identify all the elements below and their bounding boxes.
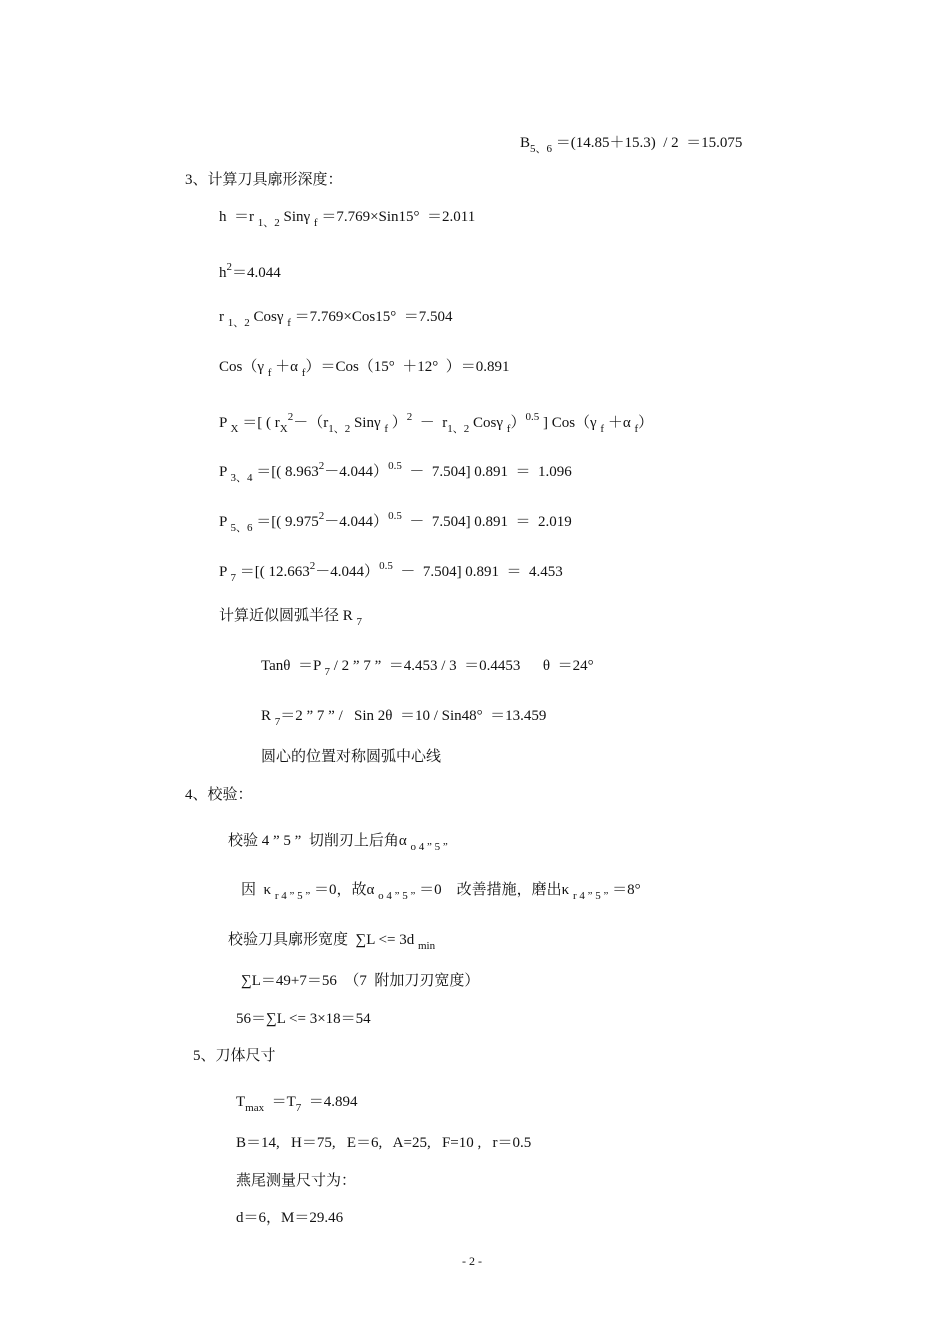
subscript: 1、2 [328,423,351,435]
text: － 7.504] 0.891 ＝ 1.096 [401,464,572,480]
text: ） [510,415,526,431]
text: ＝8° [608,882,641,898]
text: P [219,464,231,480]
text: P [219,564,231,580]
h-squared [219,257,281,283]
text: ＝[( 12.663 [236,564,310,580]
subscript: r 4 ” 5 ” [274,890,311,902]
superscript: 2 [226,261,232,273]
text: － r [412,415,448,431]
superscript: 0.5 [379,560,393,572]
tan-formula [261,656,594,682]
p7-formula [219,556,563,588]
tmax-line [236,1092,358,1118]
subscript: X [230,423,239,435]
r7-formula [261,706,546,732]
text: ＝[ ( r [238,415,280,431]
text: －4.044） [324,464,389,480]
subscript: 3、4 [230,472,253,484]
text: / 2 ” 7 ” ＝4.453 / 3 ＝0.4453 θ ＝24° [330,658,594,674]
text: ＝T [264,1094,296,1110]
text: 校验 4 ” 5 ” 切削刃上后角α [228,833,411,849]
superscript: 2 [318,510,325,522]
text: 计算近似圆弧半径 R [219,608,357,624]
subscript: X [279,423,288,435]
p34-formula [219,456,572,488]
superscript: 2 [309,560,316,572]
dm-line: d＝6，M＝29.46 [236,1210,344,1226]
subscript: r 4 ” 5 ” [572,890,609,902]
section-4-heading: 4、校验： [185,787,253,803]
subscript: 1、2 [227,317,250,329]
subscript: f [313,217,318,229]
text: ＋α [271,359,302,375]
superscript: 0.5 [388,460,402,472]
text: B [520,135,531,151]
superscript: 2 [287,411,294,423]
text: Sinγ [279,209,314,225]
text: Cosγ [469,415,507,431]
text: Cosγ [249,309,288,325]
text: ）＝Cos（15° ＋12° ）＝0.891 [305,359,510,375]
text: r [219,309,228,325]
p56-formula [219,506,572,538]
sum-l-line: ∑L＝49+7＝56 （7 附加刀刃宽度） [241,973,480,989]
text: P [219,415,231,431]
superscript: 2 [318,460,325,472]
r-cos-formula [219,307,452,333]
subscript: 7 [274,716,281,728]
superscript: 0.5 [388,510,402,522]
text: R [261,708,275,724]
text: ＝7.769×Cos15° ＝7.504 [290,309,453,325]
subscript: f [384,423,389,435]
because-line [241,880,641,906]
dovetail-heading: 燕尾测量尺寸为： [236,1173,357,1189]
text: P [219,514,231,530]
subscript: 1、2 [447,423,470,435]
subscript: f [506,423,511,435]
check-width-line [228,930,435,956]
subscript: f [267,367,272,379]
text: ＝[( 8.963 [252,464,319,480]
text: ） [638,415,654,431]
text: ＝[( 9.975 [252,514,319,530]
subscript: 5、6 [530,143,553,155]
subscript: 5、6 [230,522,253,534]
section-3-heading: 3、计算刀具廓形深度： [185,172,343,188]
text: Cos（γ [219,359,268,375]
text: h ＝r [219,209,258,225]
text: －4.044） [324,514,389,530]
text: Tanθ ＝P [261,658,325,674]
text: － 7.504] 0.891 ＝ 4.453 [392,564,563,580]
dims-line: B＝14, H＝75, E＝6, A=25, F=10 , r＝0.5 [236,1135,532,1151]
calc-r7-heading [219,606,362,632]
text: ＝0 改善措施，磨出κ [415,882,573,898]
text: ＋α [604,415,635,431]
superscript: 2 [406,411,413,423]
subscript: f [600,423,605,435]
text: ＝4.044 [232,265,281,281]
text: 因 κ [241,882,275,898]
text: ＝2 ” 7 ” / Sin 2θ ＝10 / Sin48° ＝13.459 [280,708,547,724]
subscript: o 4 ” 5 ” [378,890,416,902]
text: ） [388,415,407,431]
subscript: f [301,367,306,379]
text: ＝(14.85＋15.3) / 2 ＝15.075 [552,135,743,151]
subscript: f [287,317,291,329]
subscript: max [245,1102,265,1114]
cos-formula [219,357,510,383]
h-formula [219,207,475,233]
section-5-heading: 5、刀体尺寸 [193,1048,276,1064]
subscript: 7 [295,1102,302,1114]
sum-56-line: 56＝∑L <= 3×18＝54 [236,1011,371,1027]
check-angle-line [228,831,448,857]
subscript: 7 [324,666,330,678]
text: － 7.504] 0.891 ＝ 2.019 [401,514,572,530]
text: ] Cos（γ [539,415,601,431]
text: ＝4.894 [301,1094,358,1110]
subscript: f [634,423,639,435]
text: 校验刀具廓形宽度 ∑L <= 3d [228,932,418,948]
subscript: 7 [356,616,363,628]
text: Sinγ [350,415,385,431]
text: ＝0，故α [310,882,379,898]
subscript: o 4 ” 5 ” [410,841,448,853]
text: －4.044） [315,564,380,580]
text: ＝7.769×Sin15° ＝2.011 [317,209,476,225]
subscript: min [417,940,436,952]
page-number: - 2 - [462,1254,482,1268]
text: h [219,265,227,281]
px-formula [219,407,653,439]
text: －（r [293,415,329,431]
subscript: 1、2 [257,217,280,229]
circle-center-note: 圆心的位置对称圆弧中心线 [261,749,442,765]
subscript: 7 [230,572,237,584]
text: T [236,1094,246,1110]
superscript: 0.5 [525,411,540,423]
b56-line [520,133,742,159]
